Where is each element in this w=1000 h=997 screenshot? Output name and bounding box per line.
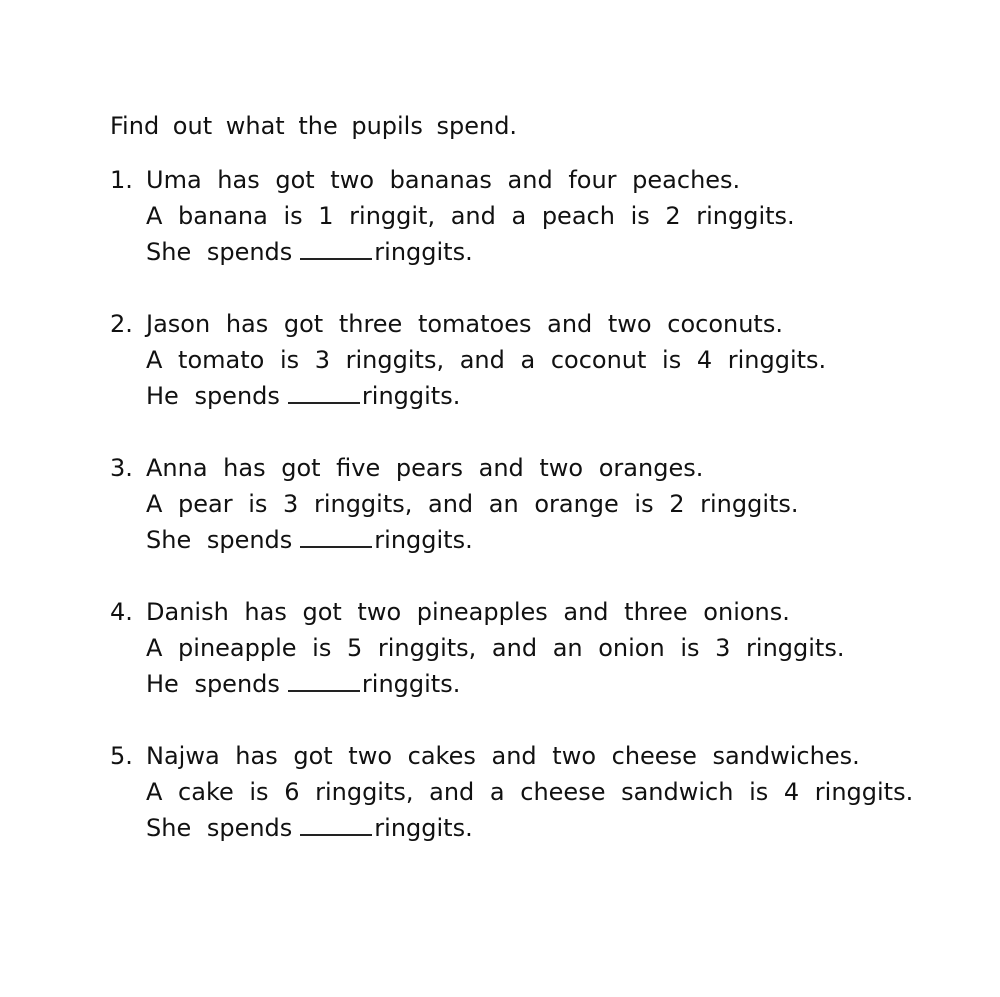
answer-suffix: ringgits.	[374, 238, 473, 266]
instruction-heading: Find out what the pupils spend.	[110, 112, 518, 140]
price-text: A banana is 1 ringgit, and a peach is 2 ringgits.	[146, 202, 795, 230]
question-statement	[110, 308, 970, 344]
answer-line	[110, 668, 970, 704]
answer-blank[interactable]	[300, 814, 372, 836]
answer-suffix: ringgits.	[374, 814, 473, 842]
answer-prefix: He spends	[146, 382, 280, 410]
question-3	[110, 452, 970, 560]
question-number: 5.	[110, 742, 133, 770]
question-number: 2.	[110, 310, 133, 338]
answer-suffix: ringgits.	[361, 382, 461, 410]
answer-suffix: ringgits.	[361, 670, 461, 698]
question-number: 3.	[110, 454, 133, 482]
question-1	[110, 164, 970, 272]
answer-line	[110, 236, 970, 272]
question-statement	[110, 452, 970, 488]
answer-blank[interactable]	[300, 526, 372, 548]
answer-blank[interactable]	[288, 670, 360, 692]
question-statement	[110, 164, 970, 200]
question-text: Danish has got two pineapples and three onions.	[146, 598, 790, 626]
question-number: 1.	[110, 166, 133, 194]
question-4	[110, 596, 970, 704]
question-text: Najwa has got two cakes and two cheese sandwiches.	[146, 742, 860, 770]
question-text: Jason has got three tomatoes and two coconuts.	[146, 310, 783, 338]
answer-suffix: ringgits.	[374, 526, 473, 554]
question-text: Anna has got five pears and two oranges.	[146, 454, 704, 482]
question-number: 4.	[110, 598, 133, 626]
price-text: A pear is 3 ringgits, and an orange is 2 ringgits.	[146, 490, 799, 518]
question-statement	[110, 596, 970, 632]
answer-line	[110, 524, 970, 560]
question-2	[110, 308, 970, 416]
price-text: A tomato is 3 ringgits, and a coconut is 4 ringgits.	[146, 346, 827, 374]
answer-line	[110, 812, 970, 848]
price-text: A pineapple is 5 ringgits, and an onion is 3 ringgits.	[146, 634, 845, 662]
answer-prefix: He spends	[146, 670, 280, 698]
answer-blank[interactable]	[288, 382, 360, 404]
price-text: A cake is 6 ringgits, and a cheese sandwich is 4 ringgits.	[146, 778, 914, 806]
answer-prefix: She spends	[146, 526, 293, 554]
answer-prefix: She spends	[146, 238, 293, 266]
answer-blank[interactable]	[300, 238, 372, 260]
question-text: Uma has got two bananas and four peaches.	[146, 166, 741, 194]
answer-line	[110, 380, 970, 416]
answer-prefix: She spends	[146, 814, 293, 842]
question-statement	[110, 740, 970, 776]
question-5	[110, 740, 970, 848]
